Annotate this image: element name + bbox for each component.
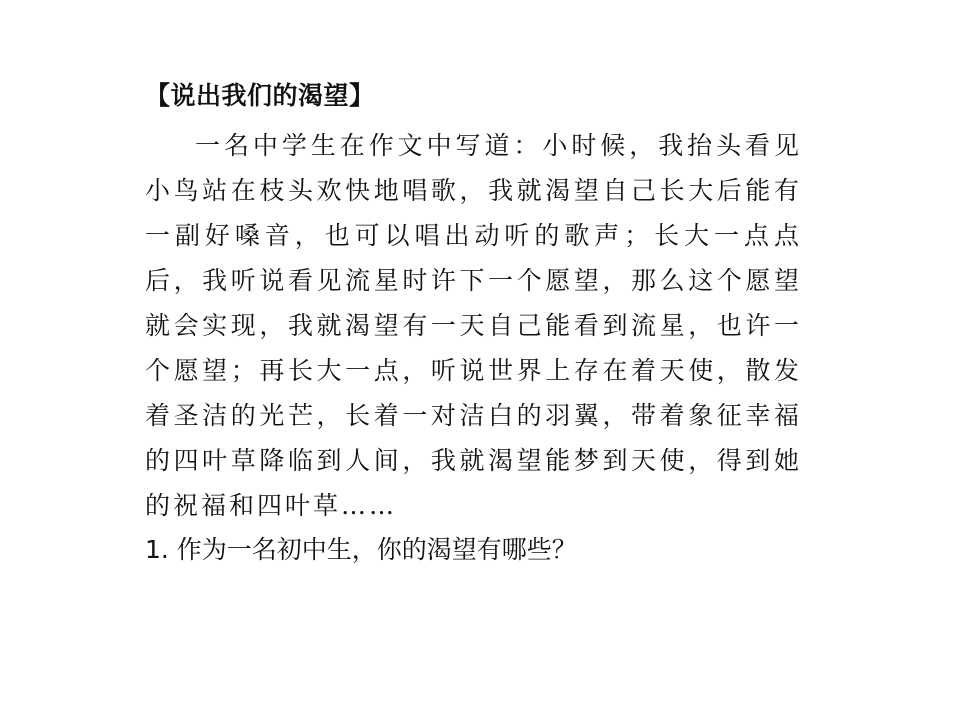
reading-passage: 一名中学生在作文中写道：小时候，我抬头看见小鸟站在枝头欢快地唱歌，我就渴望自己长大后能有一副好嗓音，也可以唱出动听的歌声；长大一点点后，我听说看见流星时许下一个愿望，那么这个愿望就会实现，我就渴望有一天自己能看到流星，也许一个愿望；再长大一点，听说世界上存在着天使，散发着圣洁的光芒，长着一对洁白的羽翼，带着象征幸福的四叶草降临到人间，我就渴望能梦到天使，得到她的祝福和四叶草…… (145, 131, 802, 520)
content-area (145, 78, 825, 570)
question-1: 1. 作为一名初中生，你的渴望有哪些？ (145, 535, 577, 564)
section-heading: 【说出我们的渴望】 (145, 81, 375, 110)
